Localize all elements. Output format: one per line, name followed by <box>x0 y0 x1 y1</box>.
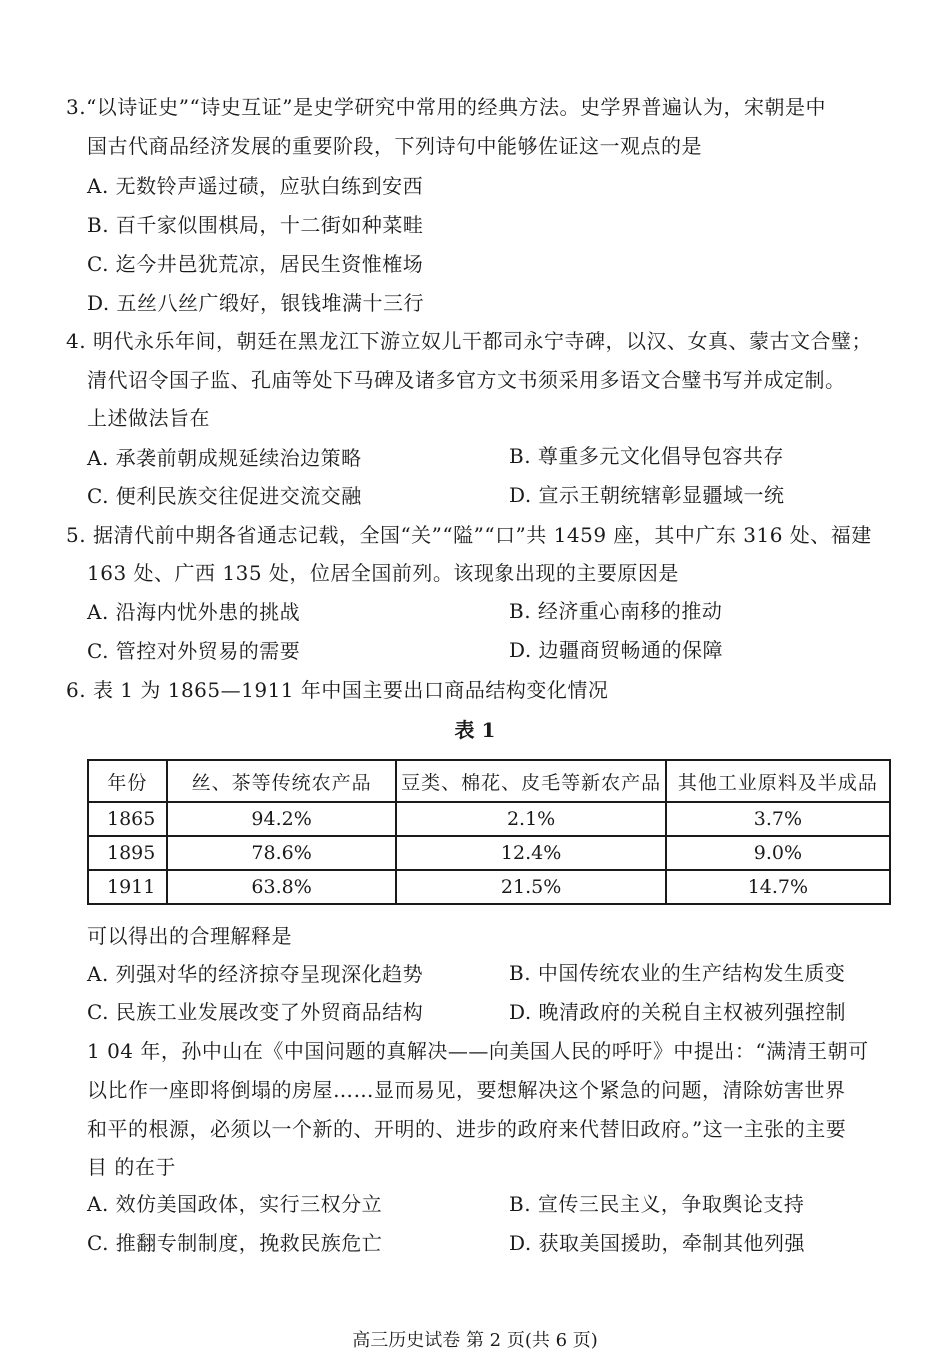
q7-option-b: B. 宣传三民主义，争取舆论支持 <box>509 1192 805 1216</box>
table-row <box>88 870 890 904</box>
q4-option-d: D. 宣示王朝统辖彰显疆域一统 <box>509 483 785 507</box>
q4-option-c: C. 便利民族交往促进交流交融 <box>87 484 362 508</box>
q4-stem-line2: 清代诏令国子监、孔庙等处下马碑及诸多官方文书须采用多语文合璧书写并成定制。 <box>87 368 846 392</box>
q4-option-a: A. 承袭前朝成规延续治边策略 <box>87 446 362 470</box>
q3-option-a: A. 无数铃声遥过碛，应驮白练到安西 <box>87 174 424 198</box>
page-footer: 高三历史试卷 第 2 页(共 6 页) <box>352 1330 598 1351</box>
q5-option-c: C. 管控对外贸易的需要 <box>87 639 301 663</box>
table-header-row <box>88 760 890 802</box>
q4-option-b: B. 尊重多元文化倡导包容共存 <box>509 444 784 468</box>
q7-option-d: D. 获取美国援助，牵制其他列强 <box>509 1231 806 1255</box>
table-cell: 3.7% <box>666 802 890 836</box>
q6-after-table: 可以得出的合理解释是 <box>87 924 292 948</box>
q6-option-d: D. 晚清政府的关税自主权被列强控制 <box>509 1000 847 1024</box>
export-structure-table <box>87 759 891 905</box>
q5-stem-line2: 163 处、广西 135 处，位居全国前列。该现象出现的主要原因是 <box>87 561 679 585</box>
table-row <box>88 836 890 870</box>
q3-option-c: C. 迄今井邑犹荒凉，居民生资惟榷场 <box>87 252 424 276</box>
table-header-new-agri: 豆类、棉花、皮毛等新农产品 <box>396 760 665 802</box>
q7-stem-line4: 目 的在于 <box>87 1155 176 1179</box>
table-cell: 14.7% <box>666 870 890 904</box>
table-cell: 2.1% <box>396 802 665 836</box>
q6-option-c: C. 民族工业发展改变了外贸商品结构 <box>87 1000 424 1024</box>
q3-option-b: B. 百千家似围棋局，十二街如种菜畦 <box>87 213 424 237</box>
table-cell: 1865 <box>88 802 167 836</box>
table-cell: 1911 <box>88 870 167 904</box>
q7-stem-line2: 以比作一座即将倒塌的房屋……显而易见，要想解决这个紧急的问题，清除妨害世界 <box>87 1078 846 1102</box>
q5-option-a: A. 沿海内忧外患的挑战 <box>87 600 301 624</box>
q6-option-b: B. 中国传统农业的生产结构发生质变 <box>509 961 846 985</box>
table-cell: 1895 <box>88 836 167 870</box>
q7-stem-line3: 和平的根源，必须以一个新的、开明的、进步的政府来代替旧政府。”这一主张的主要 <box>87 1117 847 1141</box>
q3-stem-line2: 国古代商品经济发展的重要阶段，下列诗句中能够佐证这一观点的是 <box>87 134 702 158</box>
q6-stem: 6. 表 1 为 1865—1911 年中国主要出口商品结构变化情况 <box>66 678 609 702</box>
q5-option-d: D. 边疆商贸畅通的保障 <box>509 638 724 662</box>
table-cell: 94.2% <box>167 802 397 836</box>
table-cell: 21.5% <box>396 870 665 904</box>
table-caption: 表 1 <box>454 718 496 742</box>
q3-option-d: D. 五丝八丝广缎好，银钱堆满十三行 <box>87 291 425 315</box>
q6-option-a: A. 列强对华的经济掠夺呈现深化趋势 <box>87 962 424 986</box>
q3-stem-line1: 3.“以诗证史”“诗史互证”是史学研究中常用的经典方法。史学界普遍认为，宋朝是中 <box>66 95 826 119</box>
table-cell: 63.8% <box>167 870 397 904</box>
q7-stem-line1: 1 04 年，孙中山在《中国问题的真解决——向美国人民的呼吁》中提出：“满清王朝可 <box>87 1039 869 1063</box>
q4-stem-line1: 4. 明代永乐年间，朝廷在黑龙江下游立奴儿干都司永宁寺碑，以汉、女真、蒙古文合璧； <box>66 329 872 353</box>
q4-stem-line3: 上述做法旨在 <box>87 406 210 430</box>
table-row <box>88 802 890 836</box>
table-cell: 12.4% <box>396 836 665 870</box>
table-header-year: 年份 <box>88 760 167 802</box>
q7-option-c: C. 推翻专制制度，挽救民族危亡 <box>87 1231 383 1255</box>
q5-option-b: B. 经济重心南移的推动 <box>509 599 723 623</box>
table-cell: 9.0% <box>666 836 890 870</box>
table-cell: 78.6% <box>167 836 397 870</box>
q5-stem-line1: 5. 据清代前中期各省通志记载，全国“关”“隘”“口”共 1459 座，其中广东 316 处、福建 <box>66 523 872 547</box>
q7-option-a: A. 效仿美国政体，实行三权分立 <box>87 1192 383 1216</box>
table-header-traditional: 丝、茶等传统农产品 <box>167 760 397 802</box>
table-header-industrial: 其他工业原料及半成品 <box>666 760 890 802</box>
